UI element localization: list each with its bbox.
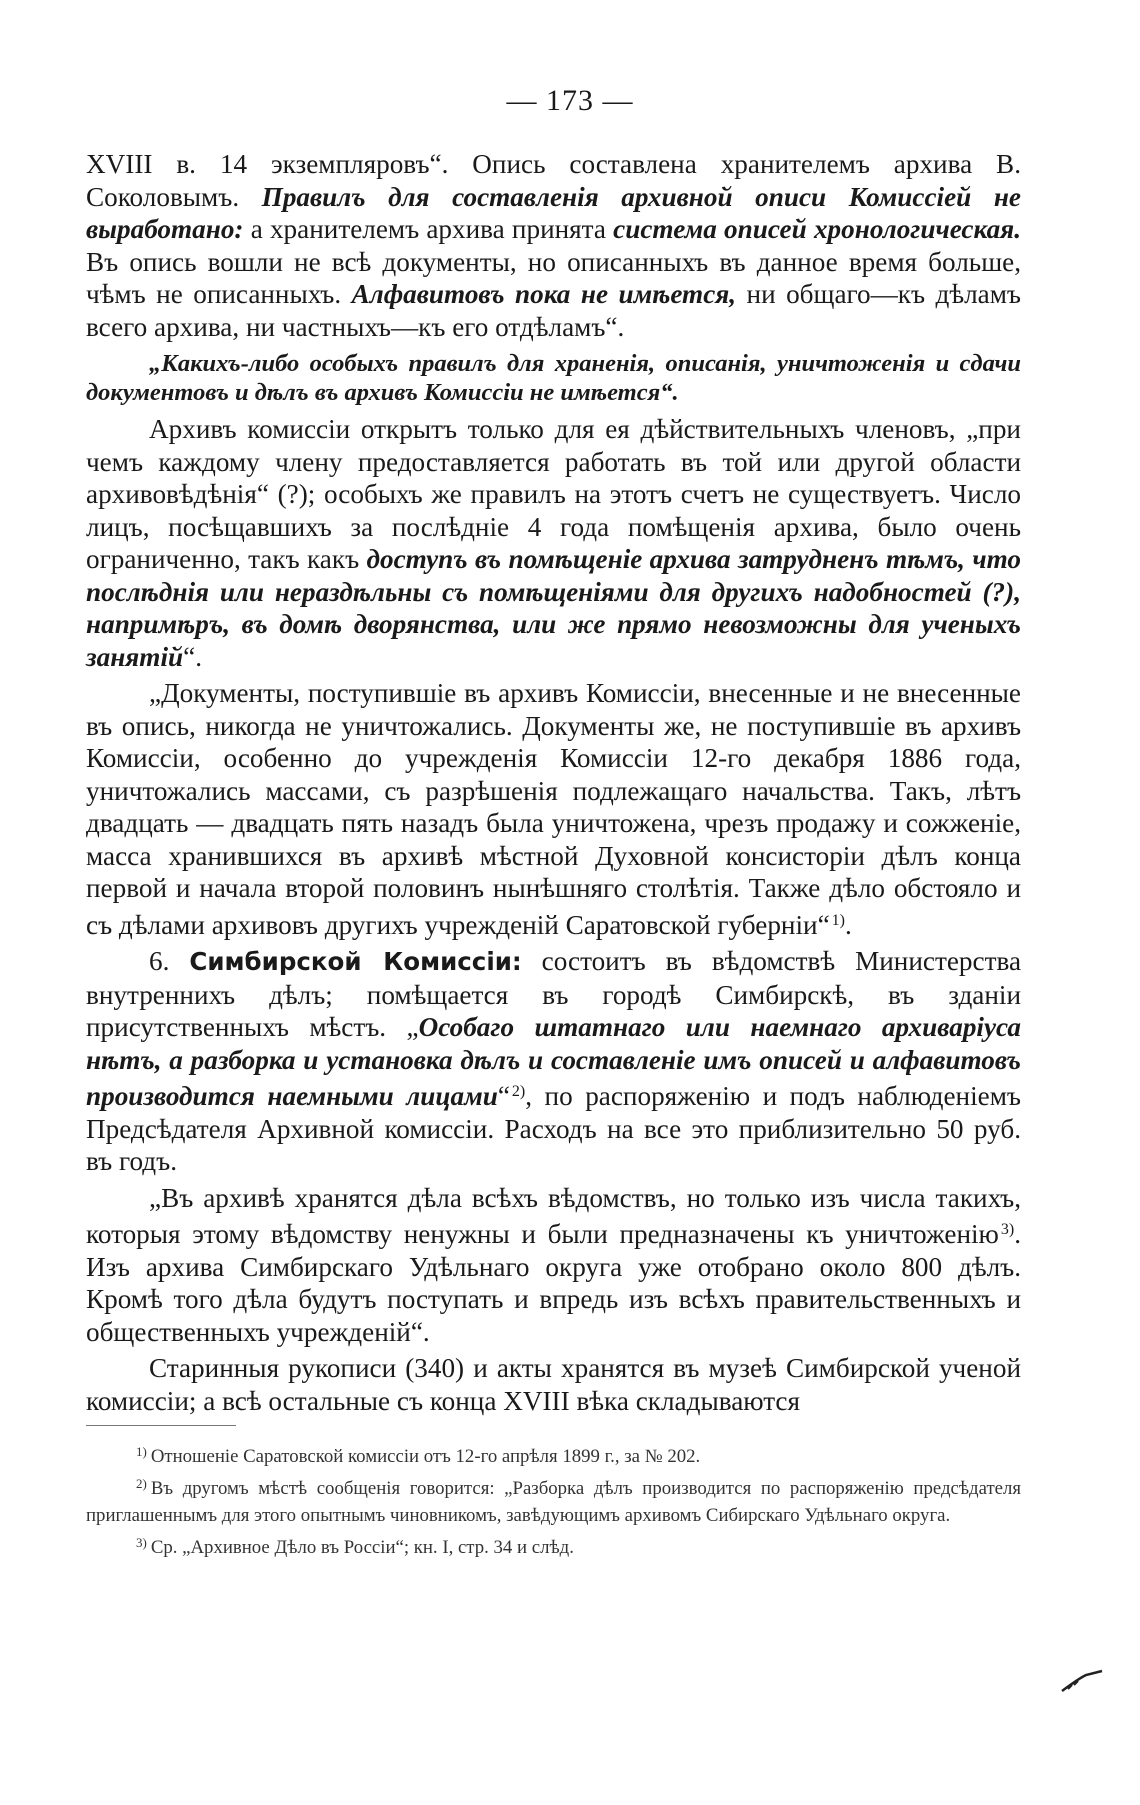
text-run: „Въ архивѣ хранятся дѣла всѣхъ вѣдомствъ, но только изъ числа такихъ, которыя этому вѣдомству ненужны и были предназначены къ уничтоженію: [86, 1182, 1021, 1249]
ink-mark-icon: [1060, 1665, 1104, 1695]
footnote-divider: [86, 1425, 236, 1426]
paragraph: [86, 148, 1021, 343]
footnote-ref: 2): [511, 1083, 526, 1100]
footnote-marker: 2): [136, 1476, 147, 1491]
paragraph: [86, 349, 1021, 407]
footnote-marker: 1): [136, 1444, 147, 1459]
footnote: [86, 1438, 1021, 1470]
text-run: состоитъ въ вѣдомствѣ Министерства внутреннихъ дѣлъ; помѣщается въ городѣ Симбирскѣ, въ зданіи присутственныхъ мѣстъ. „: [86, 946, 1022, 1042]
paragraph: [86, 677, 1021, 941]
footnote: [86, 1529, 1021, 1561]
paragraph: [86, 1352, 1021, 1417]
paragraph: [86, 1182, 1021, 1349]
footnotes: [86, 1438, 1021, 1561]
text-run: ни общаго—къ дѣламъ всего архива, ни частныхъ—къ его отдѣламъ“.: [86, 279, 1021, 342]
text-run: . Изъ архива Симбирскаго Удѣльнаго округа уже отобрано около 800 дѣлъ. Кромѣ того дѣла будутъ поступать и впредь изъ всѣхъ правительственныхъ и общественныхъ учрежденій“.: [86, 1219, 1021, 1347]
text-run: доступъ въ помѣщеніе архива затрудненъ тѣмъ, что послѣднія или нераздѣльны съ помѣщеніями для другихъ надобностей (?), напримѣръ, въ домѣ дворянства, или же прямо невозможны для ученыхъ занятій: [86, 544, 1021, 672]
text-run: Архивъ комиссіи открытъ только для ея дѣйствительныхъ членовъ, „при чемъ каждому члену предоставляется работать въ той или другой области архивовѣдѣнія“ (?); особыхъ же правилъ на этотъ счетъ не существуетъ. Число лицъ, посѣщавшихъ за послѣдніе 4 года помѣщенія архива, было очень ограниченно, такъ какъ: [86, 414, 1021, 574]
text-run: “.: [183, 641, 202, 672]
text-run: система описей хронологическая.: [613, 214, 1021, 244]
text-run: Старинныя рукописи (340) и акты хранятся въ музеѣ Симбирской ученой комиссіи; а всѣ остальные съ конца XVIII вѣка складываются: [86, 1353, 1021, 1416]
text-run: 6.: [149, 946, 190, 976]
body-text: [86, 148, 1021, 1417]
text-run: “: [497, 1081, 510, 1111]
footnote-ref: 1): [831, 911, 845, 929]
text-run: Алфавитовъ пока не имѣется,: [351, 279, 737, 309]
paragraph: [86, 945, 1021, 1178]
text-run: „Какихъ-либо особыхъ правилъ для храненія, описанія, уничтоженія и сдачи документовъ и дѣлъ въ архивъ Комиссіи не имѣется“.: [86, 350, 1021, 406]
footnote: [86, 1470, 1021, 1529]
footnote-marker: 3): [136, 1535, 147, 1550]
text-run: , по распоряженію и подъ наблюденіемъ Предсѣдателя Архивной комиссіи. Расходъ на все это приблизительно 50 руб. въ годъ.: [86, 1081, 1021, 1176]
page-number: — 173 —: [506, 84, 634, 117]
footnote-text: Ср. „Архивное Дѣло въ Россіи“; кн. I, стр. 34 и слѣд.: [150, 1537, 574, 1558]
text-run: Особаго штатнаго или наемнаго архиваріуса нѣтъ, а разборка и установка дѣлъ и составленіе имъ описей и алфавитовъ производится наемными лицами: [86, 1012, 1021, 1111]
text-run: а хранителемъ архива принята: [243, 214, 614, 244]
footnote-text: Отношеніе Саратовской комиссіи отъ 12-го апрѣля 1899 г., за № 202.: [150, 1446, 701, 1467]
text-run: .: [844, 909, 852, 940]
paragraph: [86, 413, 1021, 673]
text-run: Правилъ для составленія архивной описи Комиссіей не выработано:: [86, 181, 1021, 244]
footnote-ref: 3): [1000, 1221, 1015, 1238]
text-run: „Документы, поступившіе въ архивъ Комиссіи, внесенные и не внесенные въ опись, никогда не уничтожались. Документы же, не поступившіе въ архивъ Комиссіи, особенно до учрежденія Комиссіи 12-го декабря 1886 года, уничтожались массами, съ разрѣшенія подлежащаго начальства. Такъ, лѣтъ двадцать — двадцать пять назадъ была уничтожена, чрезъ продажу и сожженіе, масса хранившихся въ архивѣ мѣстной Духовной консисторіи дѣлъ конца первой и начала второй половинъ нынѣшняго столѣтія. Также дѣло обстояло и съ дѣлами архивовъ другихъ учрежденій Саратовской губерніи“: [86, 678, 1021, 940]
text-run: XVIII в. 14 экземпляровъ“. Опись составлена хранителемъ архива В. Соколовымъ.: [86, 149, 1021, 212]
section-heading: Симбирской Комиссіи:: [189, 947, 522, 976]
text-run: Въ опись вошли не всѣ документы, но описанныхъ въ данное время больше, чѣмъ не описанныхъ.: [86, 246, 1021, 309]
footnote-text: Въ другомъ мѣстѣ сообщенія говорится: „Разборка дѣлъ производится по распоряженію предсѣдателя приглашеннымъ для этого опытнымъ чиновникомъ, завѣдующимъ архивомъ Сибирскаго Удѣльнаго округа.: [86, 1478, 1021, 1526]
